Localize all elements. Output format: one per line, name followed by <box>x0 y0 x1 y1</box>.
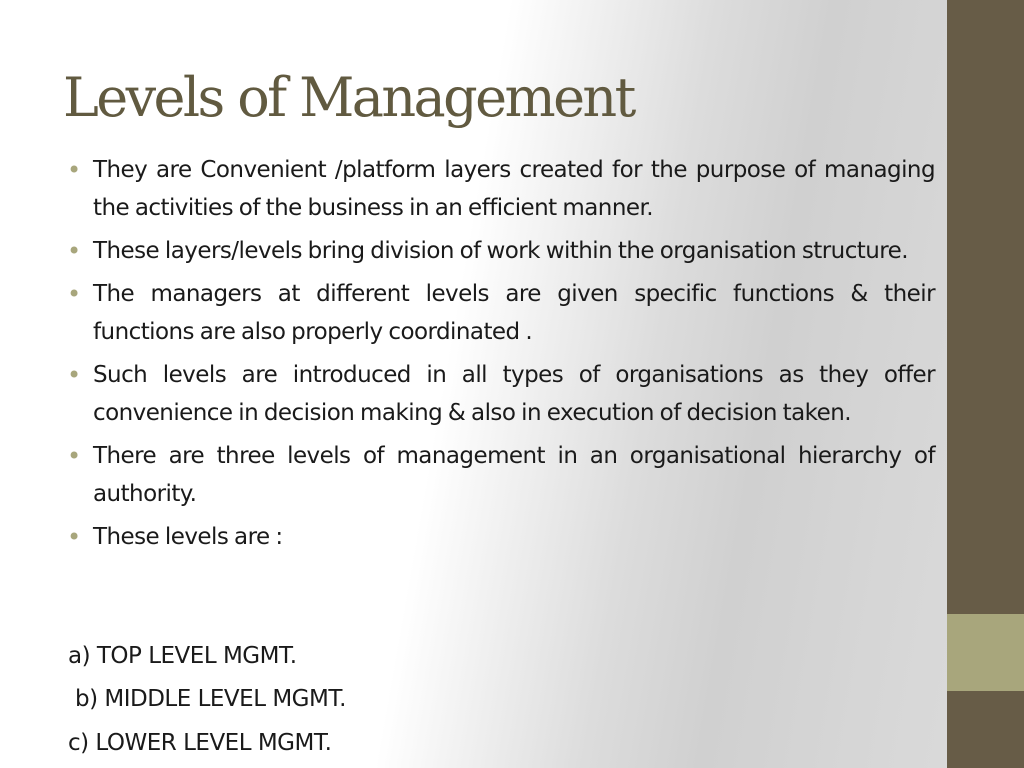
bullet-item <box>67 151 935 227</box>
bullet-item <box>67 275 935 351</box>
level-item-middle: b) MIDDLE LEVEL MGMT. <box>75 686 346 712</box>
level-item-lower: c) LOWER LEVEL MGMT. <box>68 730 332 756</box>
bullet-dot-icon: • <box>67 442 81 470</box>
bullet-text: The managers at different levels are given specific functions & their functions are also properly coordinated . <box>93 281 935 345</box>
bullet-dot-icon: • <box>67 523 81 551</box>
bullet-dot-icon: • <box>67 361 81 389</box>
bullet-text: These levels are : <box>93 524 283 550</box>
level-item-top: a) TOP LEVEL MGMT. <box>68 643 297 669</box>
bullet-text: Such levels are introduced in all types of organisations as they offer convenience in decision making & also in execution of decision taken. <box>93 362 935 426</box>
decorative-sidebar-accent <box>947 614 1024 691</box>
bullet-item <box>67 356 935 432</box>
bullet-dot-icon: • <box>67 280 81 308</box>
bullet-text: These layers/levels bring division of work within the organisation structure. <box>93 238 909 264</box>
slide-title: Levels of Management <box>63 66 634 129</box>
bullet-dot-icon: • <box>67 237 81 265</box>
bullet-item <box>67 232 935 270</box>
bullet-item <box>67 437 935 513</box>
bullet-dot-icon: • <box>67 156 81 184</box>
bullet-text: There are three levels of management in an organisational hierarchy of authority. <box>93 443 935 507</box>
bullet-item <box>67 518 935 556</box>
bullet-text: They are Convenient /platform layers created for the purpose of managing the activities of the business in an efficient manner. <box>93 157 935 221</box>
bullet-list <box>67 151 935 561</box>
